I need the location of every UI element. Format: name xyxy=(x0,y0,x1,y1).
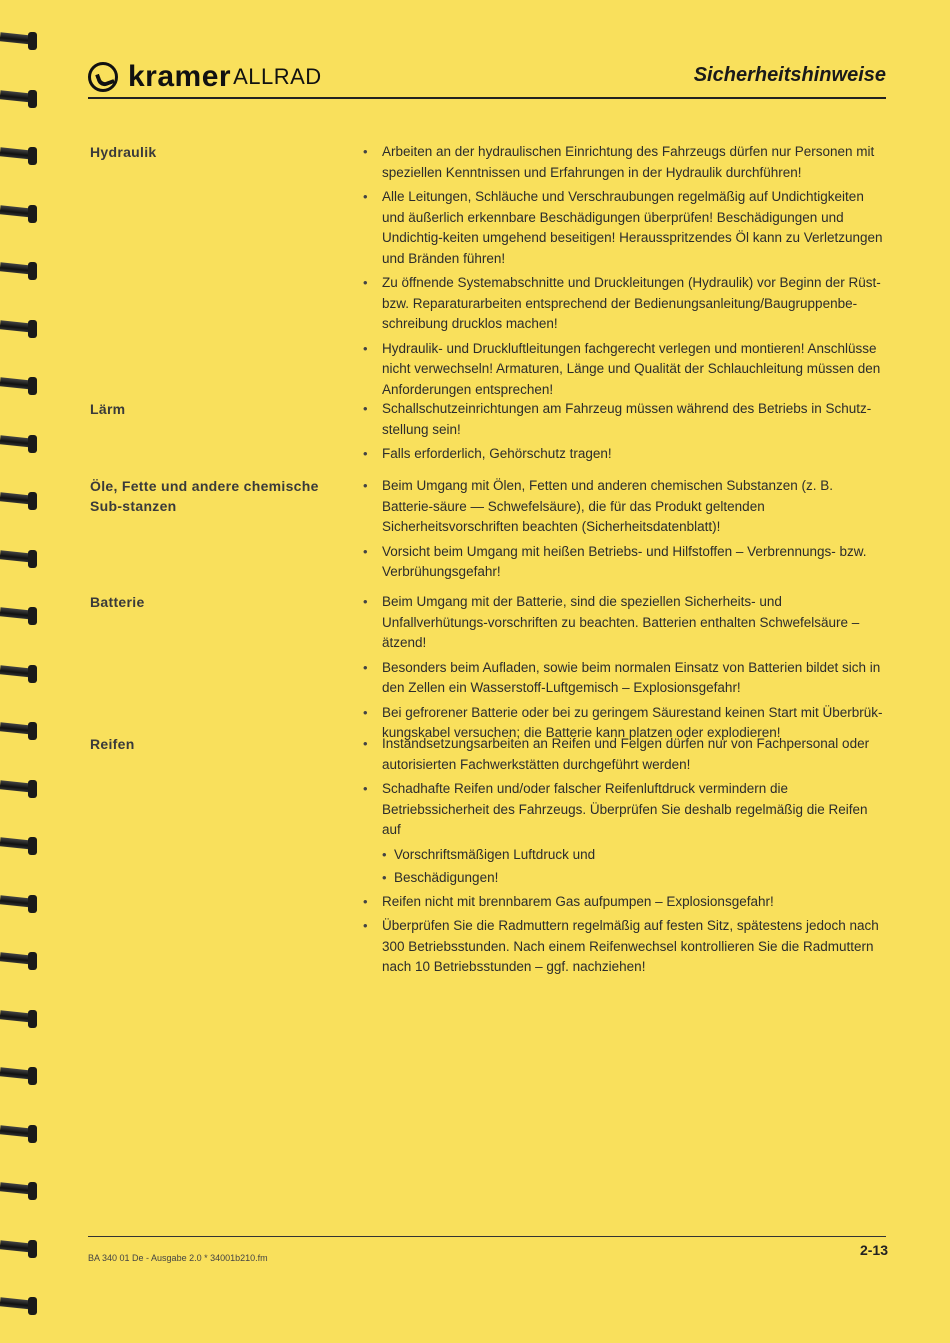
brand-suffix: ALLRAD xyxy=(233,64,322,89)
binding-ring xyxy=(0,950,40,972)
list-item: • Beim Umgang mit Ölen, Fetten und anderen chemischen Substanzen (z. B. Batterie-säure — Schwefelsäure), die für das Produkt geltenden Sicherheitsvorschriften beachten (Sicherheitsdatenblatt)! xyxy=(363,478,833,534)
bullet-icon: • xyxy=(363,594,368,609)
bullet-icon: • xyxy=(363,478,368,493)
bullet-icon: • xyxy=(363,401,368,416)
section-label: Hydraulik xyxy=(90,144,157,160)
binding-ring xyxy=(0,663,40,685)
binding-ring xyxy=(0,433,40,455)
bullet-icon: • xyxy=(363,446,368,461)
section-label: Reifen xyxy=(90,736,135,752)
binding-ring xyxy=(0,1065,40,1087)
binding-ring xyxy=(0,720,40,742)
bullet-icon: • xyxy=(382,870,387,885)
bullet-icon: • xyxy=(363,275,368,290)
binding-ring xyxy=(0,1238,40,1260)
binding-ring xyxy=(0,835,40,857)
binding-ring xyxy=(0,548,40,570)
bullet-icon: • xyxy=(363,340,368,356)
sub-list-item: • Beschädigungen! xyxy=(382,868,886,889)
bullet-icon: • xyxy=(363,781,368,796)
brand-logo xyxy=(88,60,322,94)
binding-ring xyxy=(0,605,40,627)
header-divider xyxy=(88,97,886,99)
brand-name: kramer xyxy=(128,60,232,93)
section-label: Batterie xyxy=(90,594,145,610)
list-item: • Überprüfen Sie die Radmuttern regelmäßig auf festen Sitz, spätestens jedoch nach 300 Betriebsstunden. Nach einem Reifenwechsel kontrollieren Sie die Radmuttern nach 10 Betriebsstunden – ggf. nachziehen! xyxy=(363,918,879,974)
list-item: • Bei gefrorener Batterie oder bei zu geringem Säurestand keinen Start mit Überbrük-kungskabel versuchen; die Batterie kann platzen oder explodieren! xyxy=(363,704,883,740)
section-title: Sicherheitshinweise xyxy=(693,64,886,86)
spiral-binding xyxy=(0,0,48,1343)
bullet-icon: • xyxy=(363,704,368,720)
list-item: • Schadhafte Reifen und/oder falscher Reifenluftdruck vermindern die Betriebssicherheit des Fahrzeugs. Überprüfen Sie deshalb regelmäßig die Reifen auf xyxy=(363,781,868,837)
binding-ring xyxy=(0,145,40,167)
binding-ring xyxy=(0,1008,40,1030)
list-item: • Vorsicht beim Umgang mit heißen Betriebs- und Hilfstoffen – Verbrennungs- bzw. Verbrühungsgefahr! xyxy=(363,543,867,579)
bullet-icon: • xyxy=(363,918,368,933)
binding-ring xyxy=(0,260,40,282)
bullet-icon: • xyxy=(363,659,368,675)
binding-ring xyxy=(0,318,40,340)
list-item: • Arbeiten an der hydraulischen Einrichtung des Fahrzeugs dürfen nur Personen mit speziellen Kenntnissen und Erfahrungen in der Hydraulik durchführen! xyxy=(363,144,875,180)
binding-ring xyxy=(0,490,40,512)
list-item: • Alle Leitungen, Schläuche und Verschraubungen regelmäßig auf Undichtigkeiten und äußerlich erkennbare Beschädigungen überprüfen! Beschädigungen und Undichtig-keiten umgehend beseitigen! Herausspritzendes Öl kann zu Verletzungen und Bränden führen! xyxy=(363,189,883,266)
document-reference: BA 340 01 De - Ausgabe 2.0 * 34001b210.fm xyxy=(88,1253,268,1263)
binding-ring xyxy=(0,203,40,225)
list-item: • Beim Umgang mit der Batterie, sind die speziellen Sicherheits- und Unfallverhütungs-vorschriften zu beachten. Batterien enthalten Schwefelsäure – ätzend! xyxy=(363,594,860,650)
binding-ring xyxy=(0,375,40,397)
binding-ring xyxy=(0,893,40,915)
bullet-icon: • xyxy=(363,189,368,204)
section-label: Lärm xyxy=(90,401,126,417)
binding-ring xyxy=(0,1123,40,1145)
bullet-icon: • xyxy=(363,893,368,909)
section-label: Öle, Fette und andere chemische Sub-stanzen xyxy=(90,478,319,514)
bullet-icon: • xyxy=(363,144,368,159)
list-item: • Falls erforderlich, Gehörschutz tragen! xyxy=(362,444,886,465)
bullet-icon: • xyxy=(363,736,368,751)
binding-ring xyxy=(0,1295,40,1317)
binding-ring xyxy=(0,88,40,110)
binding-ring xyxy=(0,778,40,800)
footer-divider xyxy=(88,1236,886,1237)
list-item: • Schallschutzeinrichtungen am Fahrzeug müssen während des Betriebs in Schutz-stellung sein! xyxy=(363,401,872,437)
list-item: • Reifen nicht mit brennbarem Gas aufpumpen – Explosionsgefahr! xyxy=(362,892,886,913)
page-number: 2-13 xyxy=(859,1242,888,1258)
sub-list-item: • Vorschriftsmäßigen Luftdruck und xyxy=(382,845,886,866)
list-item: • Hydraulik- und Druckluftleitungen fachgerecht verlegen und montieren! Anschlüsse nicht verwechseln! Armaturen, Länge und Qualität der Schlauchleitung müssen den Anforderungen entsprechen! xyxy=(363,340,881,397)
binding-ring xyxy=(0,30,40,52)
bullet-icon: • xyxy=(363,543,368,559)
page-header xyxy=(88,56,886,98)
logo-emblem-icon xyxy=(88,62,118,92)
list-item: • Besonders beim Aufladen, sowie beim normalen Einsatz von Batterien bildet sich in den Zellen ein Wasserstoff-Luftgemisch – Explosionsgefahr! xyxy=(363,659,881,695)
list-item: • Zu öffnende Systemabschnitte und Druckleitungen (Hydraulik) vor Beginn der Rüst- bzw. Reparaturarbeiten entsprechend der Bedienungsanleitung/Baugruppenbe-schreibung drucklos machen! xyxy=(363,275,881,331)
bullet-icon: • xyxy=(382,846,387,862)
binding-ring xyxy=(0,1180,40,1202)
list-item: • Instandsetzungsarbeiten an Reifen und Felgen dürfen nur von Fachpersonal oder autorisierten Fachwerkstätten durchgeführt werden! xyxy=(363,736,870,772)
